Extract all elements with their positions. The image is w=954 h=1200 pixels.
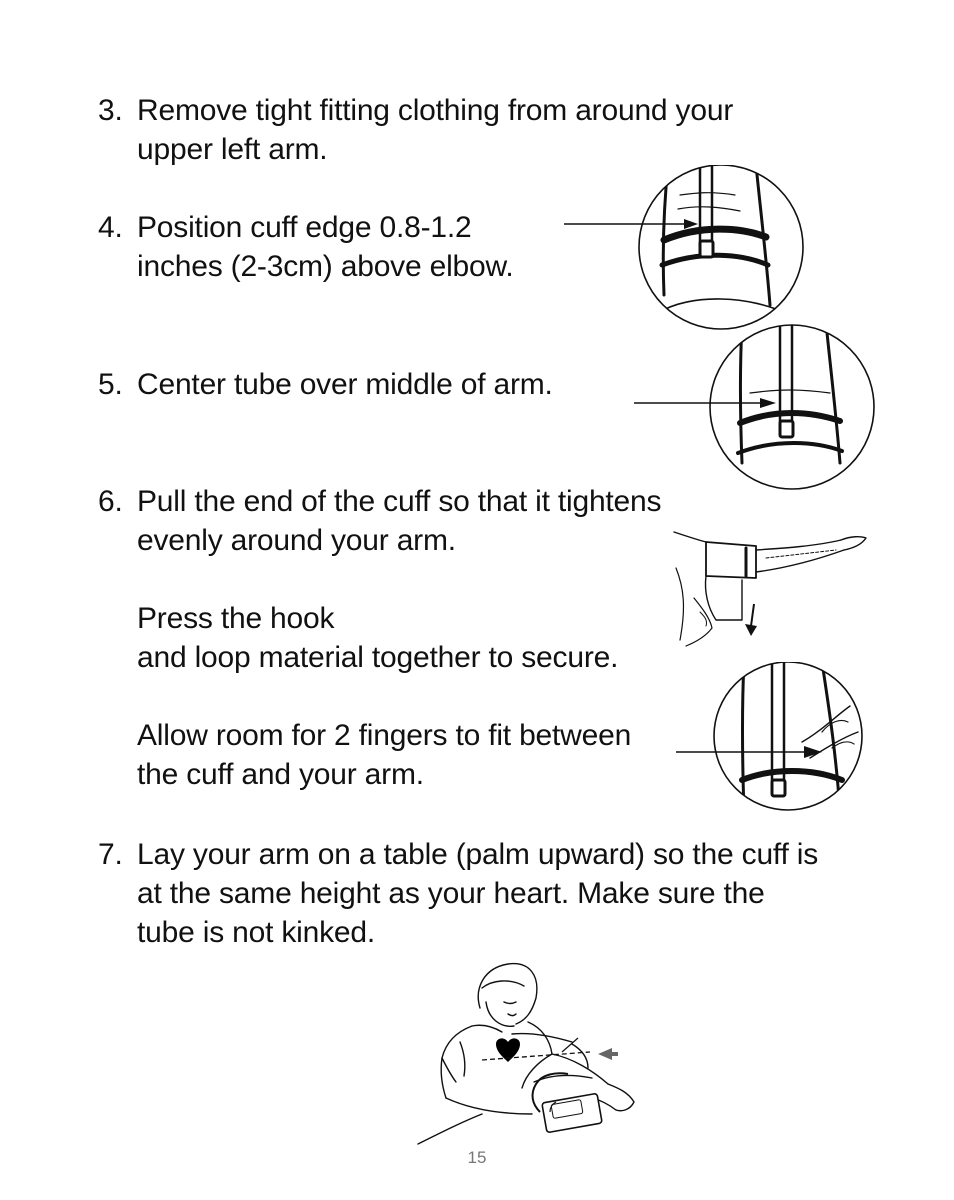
step-number: 7. bbox=[98, 838, 123, 871]
step-text-line: at the same height as your heart. Make sure the bbox=[137, 877, 765, 910]
step-text-line: the cuff and your arm. bbox=[137, 758, 424, 791]
step-4 bbox=[98, 208, 513, 286]
step-3 bbox=[98, 91, 733, 169]
step-text-line: Center tube over middle of arm. bbox=[137, 368, 553, 401]
step-7 bbox=[98, 835, 818, 952]
step-number: 4. bbox=[98, 211, 123, 244]
step-text-line: and loop material together to secure. bbox=[137, 641, 619, 674]
step-number: 5. bbox=[98, 368, 123, 401]
two-fingers-illustration bbox=[672, 662, 872, 812]
step-number: 3. bbox=[98, 94, 123, 127]
tube-center-illustration bbox=[630, 323, 880, 493]
step-text-line: inches (2-3cm) above elbow. bbox=[137, 250, 514, 283]
step-text-line: Position cuff edge 0.8-1.2 bbox=[137, 211, 472, 244]
tighten-cuff-illustration bbox=[666, 528, 870, 652]
step-text-line: tube is not kinked. bbox=[137, 916, 376, 949]
step-number: 6. bbox=[98, 485, 123, 518]
step-text-line: evenly around your arm. bbox=[137, 524, 456, 557]
step-text-line: Pull the end of the cuff so that it tightens bbox=[137, 485, 662, 518]
step-6 bbox=[98, 482, 661, 794]
step-text-line: Allow room for 2 fingers to fit between bbox=[137, 719, 632, 752]
step-text-line: Press the hook bbox=[137, 602, 335, 635]
page-number: 15 bbox=[467, 1148, 487, 1167]
step-5 bbox=[98, 365, 553, 404]
step-text-line: Lay your arm on a table (palm upward) so the cuff is bbox=[137, 838, 819, 871]
seated-position-illustration bbox=[412, 962, 648, 1146]
cuff-position-illustration bbox=[560, 165, 810, 335]
step-text-line: Remove tight fitting clothing from around your bbox=[137, 94, 734, 127]
step-text-line: upper left arm. bbox=[137, 133, 328, 166]
